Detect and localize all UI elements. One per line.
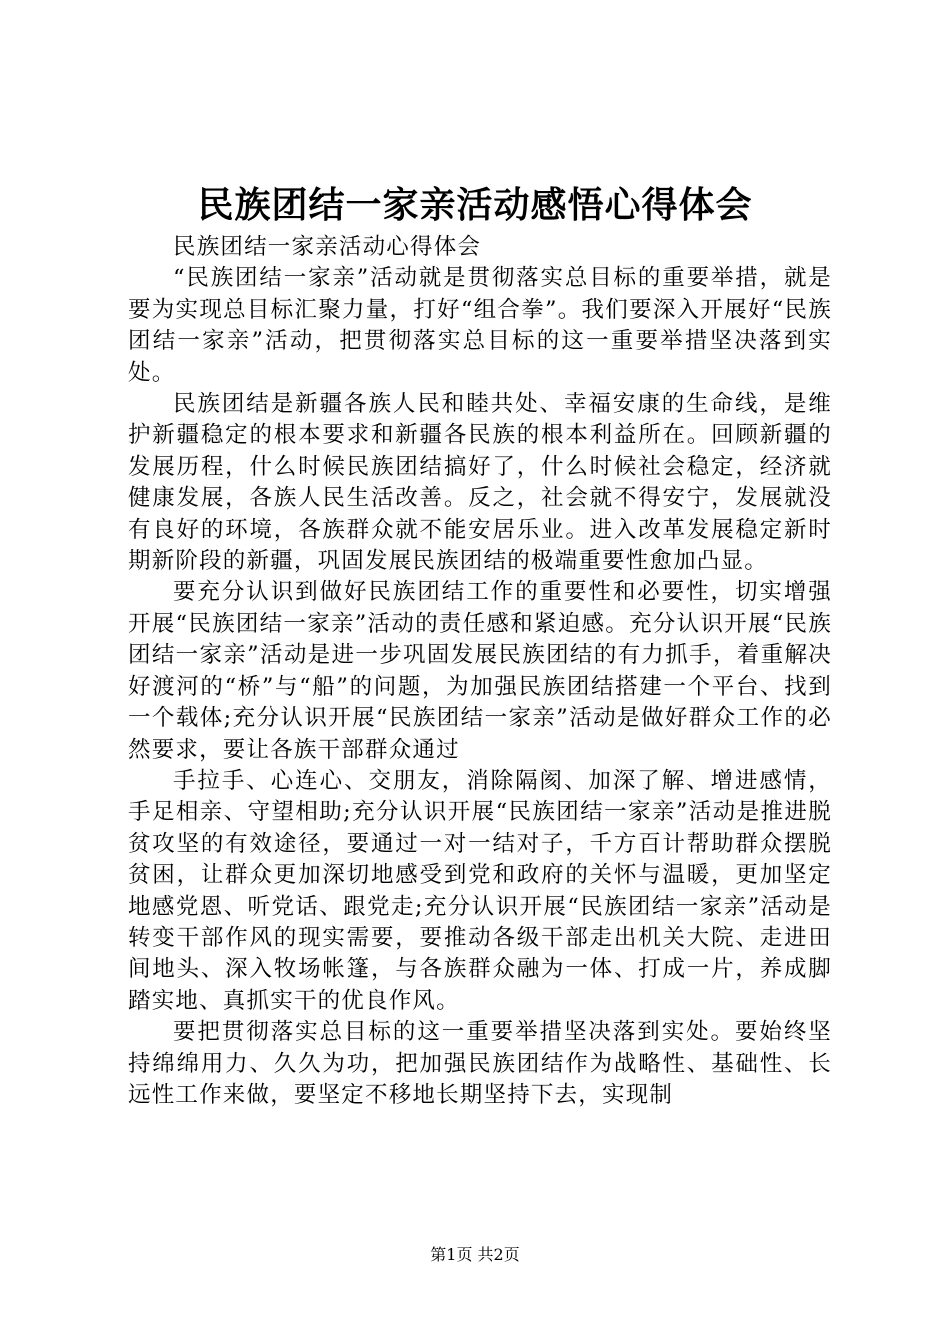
document-body bbox=[128, 232, 832, 1111]
body-paragraph: 要充分认识到做好民族团结工作的重要性和必要性，切实增强开展“民族团结一家亲”活动的责任感和紧迫感。充分认识开展“民族团结一家亲”活动是进一步巩固发展民族团结的有力抓手，着重解决好渡河的“桥”与“船”的问题，为加强民族团结搭建一个平台、找到一个载体;充分认识开展“民族团结一家亲”活动是做好群众工作的必然要求，要让各族干部群众通过 bbox=[128, 579, 832, 763]
document-title: 民族团结一家亲活动感悟心得体会 bbox=[197, 184, 753, 226]
body-paragraph: 手拉手、心连心、交朋友，消除隔阂、加深了解、增进感情，手足相亲、守望相助;充分认识开展“民族团结一家亲”活动是推进脱贫攻坚的有效途径，要通过一对一结对子，千方百计帮助群众摆脱贫困，让群众更加深切地感受到党和政府的关怀与温暖，更加坚定地感党恩、听党话、跟党走;充分认识开展“民族团结一家亲”活动是转变干部作风的现实需要，要推动各级干部走出机关大院、走进田间地头、深入牧场帐篷，与各族群众融为一体、打成一片，养成脚踏实地、真抓实干的优良作风。 bbox=[128, 767, 832, 1014]
body-paragraph: 要把贯彻落实总目标的这一重要举措坚决落到实处。要始终坚持绵绵用力、久久为功，把加强民族团结作为战略性、基础性、长远性工作来做，要坚定不移地长期坚持下去，实现制 bbox=[128, 1019, 832, 1108]
subtitle-paragraph: 民族团结一家亲活动心得体会 bbox=[173, 234, 482, 260]
body-paragraph: “民族团结一家亲”活动就是贯彻落实总目标的重要举措，就是要为实现总目标汇聚力量，打好“组合拳”。我们要深入开展好“民族团结一家亲”活动，把贯彻落实总目标的这一重要举措坚决落到实处。 bbox=[128, 265, 832, 386]
body-paragraph: 民族团结是新疆各族人民和睦共处、幸福安康的生命线，是维护新疆稳定的根本要求和新疆各民族的根本利益所在。回顾新疆的发展历程，什么时候民族团结搞好了，什么时候社会稳定，经济就健康发展，各族人民生活改善。反之，社会就不得安宁，发展就没有良好的环境，各族群众就不能安居乐业。进入改革发展稳定新时期新阶段的新疆，巩固发展民族团结的极端重要性愈加凸显。 bbox=[128, 391, 832, 575]
page-footer: 第1页 共2页 bbox=[430, 1245, 520, 1264]
